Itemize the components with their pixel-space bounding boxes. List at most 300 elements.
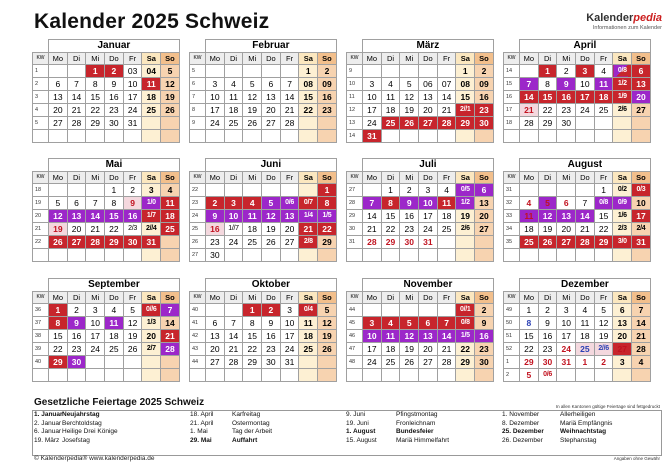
week-number: 5 [190,64,206,77]
day-cell: 28 [632,342,651,355]
day-cell: 3 [613,355,632,368]
day-cell: 6 [206,316,225,329]
day-cell: 14 [86,209,105,222]
day-cell [206,368,225,381]
day-cell: 10 [224,209,243,222]
weekday-header: Fr [280,52,299,64]
day-cell: 12 [161,77,180,90]
day-cell [456,129,475,142]
day-cell: 12 [123,316,142,329]
day-cell: 11 [576,316,595,329]
day-cell: 4 [520,196,539,209]
day-cell [381,64,400,77]
holiday-name: Mariä Empfängnis [560,419,613,427]
day-cell: 2/6 [456,222,475,235]
day-cell [67,64,86,77]
weekday-header: Mi [557,52,576,64]
weekday-header: So [318,291,337,303]
day-cell: 4 [161,183,180,196]
week-number [190,129,206,142]
day-cell: 25 [381,116,400,129]
day-cell [363,368,382,381]
day-cell: 7 [224,316,243,329]
week-number: 23 [190,196,206,209]
day-cell [299,248,318,261]
day-cell: 17 [576,90,595,103]
day-cell: 1/3 [142,316,161,329]
day-cell: 17 [632,209,651,222]
day-cell: 22 [538,103,557,116]
day-cell: 31 [123,116,142,129]
day-cell [613,248,632,261]
day-cell [475,368,494,381]
weekday-header: KW [33,291,49,303]
month-name: Februar [206,40,337,53]
week-number: 50 [504,316,520,329]
day-cell: 20 [67,222,86,235]
day-cell [49,368,68,381]
weekday-header: Di [67,291,86,303]
holiday-entry [190,411,272,420]
month-februar [189,39,337,143]
day-cell: 4 [381,77,400,90]
day-cell: 6 [557,196,576,209]
day-cell [318,129,337,142]
weekday-header: Fr [280,171,299,183]
day-cell [437,129,456,142]
day-cell: 19 [400,103,419,116]
week-number: 6 [190,77,206,90]
day-cell [437,303,456,316]
day-cell: 21 [363,222,382,235]
day-cell [419,64,438,77]
week-number: 29 [347,209,363,222]
month-name: Juni [206,159,337,172]
weekday-header: So [161,291,180,303]
holiday-entry [190,437,272,446]
day-cell: 3 [224,196,243,209]
day-cell: 19 [161,90,180,103]
day-cell: 11 [299,316,318,329]
holiday-date: 1. Januar [34,411,63,418]
day-cell [381,303,400,316]
day-cell: 10 [86,316,105,329]
week-number: 34 [504,222,520,235]
day-cell [419,368,438,381]
day-cell: 1/2 [613,77,632,90]
holiday-entry [346,437,449,446]
day-cell: 30 [67,355,86,368]
day-cell: 31 [419,235,438,248]
day-cell: 22 [49,342,68,355]
day-cell [475,129,494,142]
day-cell: 25 [594,103,613,116]
day-cell: 12 [318,316,337,329]
weekday-header: Mo [206,52,225,64]
day-cell: 13 [49,90,68,103]
day-cell: 08 [299,77,318,90]
week-number: 24 [190,209,206,222]
weekday-header: So [161,52,180,64]
day-cell [538,248,557,261]
week-number: 11 [347,90,363,103]
day-cell: 5 [49,196,68,209]
weekday-header: Di [538,291,557,303]
day-cell: 21 [576,222,595,235]
day-cell: 09 [318,77,337,90]
day-cell [123,248,142,261]
day-cell: 5 [318,303,337,316]
holiday-entry [34,437,118,446]
day-cell: 0/8 [613,64,632,77]
weekday-header: KW [347,171,363,183]
day-cell [243,248,262,261]
day-cell: 31 [363,129,382,142]
day-cell: 5 [262,196,281,209]
day-cell: 1 [576,355,595,368]
day-cell: 4 [224,77,243,90]
holiday-entry [34,420,118,429]
week-number: 49 [504,303,520,316]
day-cell: 11 [381,90,400,103]
day-cell: 13 [632,77,651,90]
week-number: 10 [347,77,363,90]
week-number [347,368,363,381]
day-cell [123,129,142,142]
weekday-header: Di [224,291,243,303]
day-cell [86,129,105,142]
month-oktober [189,278,337,382]
month-september [32,278,180,382]
month-name: September [49,279,180,292]
week-number: 40 [190,303,206,316]
day-cell: 2/3 [123,222,142,235]
day-cell [520,183,539,196]
day-cell [243,368,262,381]
day-cell: 29 [49,355,68,368]
weekday-header: Mo [520,291,539,303]
day-cell [224,183,243,196]
day-cell: 2/8 [299,235,318,248]
weekday-header: KW [504,171,520,183]
weekday-header: Sa [456,52,475,64]
weekday-header: KW [504,52,520,64]
week-number: 42 [190,329,206,342]
day-cell: 23 [538,342,557,355]
day-cell [161,235,180,248]
day-cell [299,368,318,381]
week-number: 3 [33,90,49,103]
day-cell: 6 [49,77,68,90]
day-cell [67,129,86,142]
day-cell: 27 [280,235,299,248]
day-cell: 14 [161,316,180,329]
day-cell: 7 [86,196,105,209]
day-cell [262,248,281,261]
holiday-date: 8. Dezember [502,419,540,427]
day-cell: 2//4 [142,222,161,235]
day-cell: 18 [161,209,180,222]
day-cell: 30 [538,355,557,368]
day-cell: 15 [86,90,105,103]
day-cell: 26 [400,116,419,129]
day-cell: 18 [299,329,318,342]
week-number: 32 [504,196,520,209]
weekday-header: Mi [400,171,419,183]
day-cell [142,116,161,129]
day-cell [437,64,456,77]
week-number: 9 [347,64,363,77]
day-cell [456,235,475,248]
weekday-header: Mo [520,171,539,183]
week-number [33,248,49,261]
day-cell [475,248,494,261]
weekday-header: Fr [437,171,456,183]
day-cell: 3 [363,77,382,90]
day-cell: 16 [475,329,494,342]
day-cell: 15 [594,209,613,222]
copyright: © Kalenderpedia® www.kalenderpedia.de [34,455,155,462]
day-cell: 0/4 [299,303,318,316]
day-cell [363,64,382,77]
month-januar [32,39,180,143]
day-cell: 22 [243,342,262,355]
day-cell: 21 [67,103,86,116]
day-cell: 25 [142,103,161,116]
holiday-name: Bundesfeier [396,428,434,435]
day-cell [576,183,595,196]
holiday-name: Neujahrstag [62,411,100,418]
weekday-header: KW [347,52,363,64]
weekday-header: KW [33,171,49,183]
day-cell: 17 [123,90,142,103]
day-cell: 17 [363,342,382,355]
brand-tagline: Informationen zum Kalender [592,25,662,31]
day-cell: 15 [243,329,262,342]
day-cell: 23 [475,103,494,116]
weekday-header: Mo [49,291,68,303]
day-cell [49,183,68,196]
day-cell: 25 [437,222,456,235]
day-cell [206,303,225,316]
weekday-header: Sa [456,291,475,303]
day-cell: 22 [456,342,475,355]
day-cell: 18 [576,329,595,342]
day-cell: 10 [576,77,595,90]
day-cell: 3 [206,77,225,90]
day-cell: 24 [576,103,595,116]
day-cell [318,355,337,368]
day-cell: 13 [613,316,632,329]
weekday-header: Mo [520,52,539,64]
day-cell [206,129,225,142]
day-cell [161,248,180,261]
legend-column [346,411,449,445]
day-cell: 14 [437,329,456,342]
day-cell: 08 [456,77,475,90]
day-cell: 27 [67,235,86,248]
day-cell: 13 [557,209,576,222]
day-cell: 9 [400,196,419,209]
day-cell: 12 [538,209,557,222]
weekday-header: Fr [123,52,142,64]
day-cell: 22 [86,103,105,116]
day-cell: 10 [419,196,438,209]
week-number: 30 [347,222,363,235]
day-cell [363,183,382,196]
day-cell [67,368,86,381]
day-cell: 2/7 [142,342,161,355]
day-cell: 23 [400,222,419,235]
day-cell: 1 [318,183,337,196]
week-number: 33 [504,209,520,222]
day-cell: 15 [520,329,539,342]
day-cell: 5 [123,303,142,316]
day-cell: 4 [576,303,595,316]
week-number: 14 [504,64,520,77]
day-cell [49,248,68,261]
day-cell: 1 [538,64,557,77]
day-cell [67,183,86,196]
day-cell [419,303,438,316]
month-name: Oktober [206,279,337,292]
day-cell: 23 [262,342,281,355]
week-number [190,368,206,381]
day-cell [437,235,456,248]
legend-column [190,411,272,445]
weekday-header: Sa [142,171,161,183]
holiday-date: 19. Juni [346,419,369,427]
week-number: 16 [504,90,520,103]
day-cell: 3 [142,183,161,196]
week-number: 8 [190,103,206,116]
day-cell: 11 [594,77,613,90]
day-cell [49,129,68,142]
day-cell [456,368,475,381]
week-number: 40 [33,355,49,368]
day-cell: 20 [142,329,161,342]
day-cell: 19 [49,222,68,235]
day-cell: 03 [123,64,142,77]
weekday-header: Fr [123,171,142,183]
day-cell: 8 [318,196,337,209]
month-name: Januar [49,40,180,53]
day-cell: 30 [557,116,576,129]
weekday-header: Di [381,52,400,64]
weekday-header: So [632,171,651,183]
day-cell [538,183,557,196]
day-cell: 22 [105,222,124,235]
day-cell: 11 [105,316,124,329]
weekday-header: Fr [594,52,613,64]
month-name: März [363,40,494,53]
day-cell: 27 [632,103,651,116]
weekday-header: Mo [206,291,225,303]
month-august [503,158,651,262]
weekday-header: Mi [243,52,262,64]
day-cell [243,129,262,142]
holiday-entry [190,420,272,429]
weekday-header: Fr [437,291,456,303]
day-cell: 0/6 [538,368,557,381]
holiday-name: Josefstag [62,436,90,444]
day-cell: 19 [456,209,475,222]
week-number: 35 [504,235,520,248]
day-cell: 16 [400,209,419,222]
day-cell: 3 [363,316,382,329]
day-cell: 11 [161,196,180,209]
week-number: 52 [504,342,520,355]
day-cell: 12 [594,316,613,329]
day-cell: 07 [437,77,456,90]
day-cell [280,248,299,261]
day-cell: 20 [613,329,632,342]
weekday-header: Do [576,171,595,183]
day-cell: 18 [224,103,243,116]
weekday-header: So [475,171,494,183]
day-cell [262,129,281,142]
holiday-date: 1. Mai [190,428,208,435]
weekday-header: KW [190,52,206,64]
day-cell: 20 [280,222,299,235]
day-cell: 11 [224,90,243,103]
day-cell: 9 [557,77,576,90]
day-cell: 4 [632,355,651,368]
day-cell: 1/6 [613,209,632,222]
day-cell: 16 [123,209,142,222]
day-cell: 25 [520,235,539,248]
day-cell: 27 [419,355,438,368]
day-cell: 5 [594,303,613,316]
day-cell: 22 [381,222,400,235]
day-cell: 2/6 [613,103,632,116]
week-number: 15 [504,77,520,90]
day-cell: 10 [206,90,225,103]
weekday-header: Mi [243,291,262,303]
week-number: 5 [33,116,49,129]
legend-column [34,411,118,445]
week-number: 2 [33,77,49,90]
weekday-header: Fr [280,291,299,303]
week-number: 25 [190,222,206,235]
day-cell: 29 [105,235,124,248]
day-cell: 11 [243,209,262,222]
holiday-name: Karfreitag [232,411,261,418]
day-cell: 17 [280,329,299,342]
day-cell: 20 [206,342,225,355]
day-cell: 16 [105,90,124,103]
weekday-header: So [475,52,494,64]
day-cell: 27 [419,116,438,129]
week-number: 31 [347,235,363,248]
day-cell: 19 [243,103,262,116]
day-cell [105,248,124,261]
day-cell: 13 [206,329,225,342]
weekday-header: Di [224,52,243,64]
weekday-header: Sa [613,291,632,303]
weekday-header: So [632,291,651,303]
holiday-date: 29. Mai [190,436,212,444]
day-cell: 14 [520,90,539,103]
day-cell: 30 [475,355,494,368]
day-cell [363,303,382,316]
day-cell: 12 [243,90,262,103]
day-cell: 18 [520,222,539,235]
day-cell [243,183,262,196]
day-cell: 13 [419,90,438,103]
day-cell: 7 [363,196,382,209]
day-cell: 10 [557,316,576,329]
